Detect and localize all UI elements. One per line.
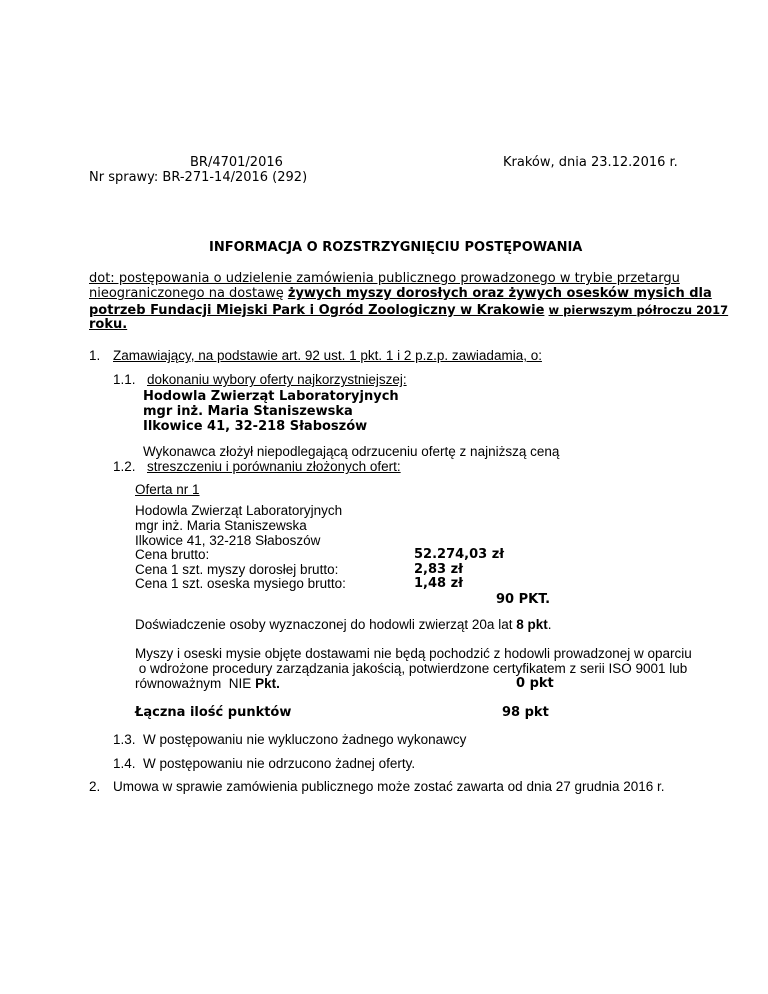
section-1-text: Zamawiający, na podstawie art. 92 ust. 1 pkt. 1 i 2 p.z.p. zawiadamia, o: (113, 348, 542, 363)
subject-line-3-bold: potrzeb Fundacji Miejski Park i Ogród Zoologiczny w Krakowie (89, 303, 545, 318)
page-title: INFORMACJA O ROZSTRZYGNIĘCIU POSTĘPOWANIA (209, 240, 583, 255)
subsection-1-1-text: dokonaniu wybory oferty najkorzystniejszej: (147, 372, 407, 387)
section-1-number: 1. (89, 348, 101, 363)
experience-row: Doświadczenie osoby wyznaczonej do hodowli zwierząt 20a lat 8 pkt. (135, 617, 552, 632)
document-number: BR/4701/2016 (190, 155, 283, 170)
case-number: Nr sprawy: BR-271-14/2016 (292) (89, 170, 308, 185)
quality-line-1: Myszy i oseski mysie objęte dostawami nie będą pochodzić z hodowli prowadzonej w oparciu (135, 646, 692, 661)
subject-line-2-prefix: nieograniczonego na dostawę (89, 286, 284, 301)
subsection-1-4-number: 1.4. (113, 756, 136, 771)
subsection-1-1-number: 1.1. (113, 372, 136, 387)
total-label: Łączna ilość punktów (135, 705, 292, 720)
offer-address: Ilkowice 41, 32-218 Słaboszów (135, 533, 321, 548)
quality-line-3-bold: Pkt. (255, 676, 280, 691)
subject-line-2-bold: żywych myszy dorosłych oraz żywych osesków mysich dla (287, 286, 712, 301)
price-pup-value: 1,48 zł (414, 576, 463, 591)
price-gross-label: Cena brutto: (135, 547, 210, 562)
total-points: 98 pkt (502, 705, 549, 720)
subject-line-4: roku. (89, 317, 128, 332)
price-points: 90 PKT. (496, 592, 551, 607)
winner-person: mgr inż. Maria Staniszewska (143, 404, 353, 419)
winner-name: Hodowla Zwierząt Laboratoryjnych (143, 389, 399, 404)
offer-person: mgr inż. Maria Staniszewska (135, 518, 307, 533)
subsection-1-2-number: 1.2. (113, 459, 136, 474)
subject-line-3-suffix: w pierwszym półroczu 2017 (548, 303, 729, 317)
experience-points: 8 pkt (516, 617, 548, 632)
place-date: Kraków, dnia 23.12.2016 r. (503, 155, 678, 170)
offer-name: Hodowla Zwierząt Laboratoryjnych (135, 503, 343, 518)
quality-line-3 (135, 676, 280, 692)
justification: Wykonawca złożył niepodlegającą odrzuceniu ofertę z najniższą ceną (143, 444, 560, 459)
subject-line-1-text: dot: postępowania o udzielenie zamówienia publicznego prowadzonego w trybie przetargu (89, 271, 680, 286)
subject-line-1 (89, 271, 680, 287)
quality-points: 0 pkt (516, 676, 554, 691)
price-mouse-value: 2,83 zł (414, 562, 463, 577)
quality-line-2: o wdrożone procedury zarządzania jakością, potwierdzone certyfikatem z serii ISO 9001 lub (135, 661, 688, 676)
price-gross-value: 52.274,03 zł (414, 547, 505, 562)
section-2-number: 2. (89, 779, 101, 794)
subsection-1-4-text: W postępowaniu nie odrzucono żadnej oferty. (143, 756, 416, 771)
price-mouse-label: Cena 1 szt. myszy dorosłej brutto: (135, 562, 339, 577)
subsection-1-3-number: 1.3. (113, 732, 136, 747)
quality-line-3-prefix: równoważnym NIE (135, 676, 252, 691)
subject-line-3 (89, 302, 729, 319)
subsection-1-3-text: W postępowaniu nie wykluczono żadnego wykonawcy (143, 732, 467, 747)
subject-line-2 (89, 286, 712, 302)
price-pup-label: Cena 1 szt. oseska mysiego brutto: (135, 576, 346, 591)
subsection-1-2-text: streszczeniu i porównaniu złożonych ofert: (147, 459, 401, 474)
experience-text: Doświadczenie osoby wyznaczonej do hodowli zwierząt 20a lat (135, 617, 513, 632)
offer-heading: Oferta nr 1 (135, 482, 200, 497)
winner-address: Ilkowice 41, 32-218 Słaboszów (143, 419, 368, 434)
section-2-text: Umowa w sprawie zamówienia publicznego może zostać zawarta od dnia 27 grudnia 2016 r. (113, 779, 665, 794)
